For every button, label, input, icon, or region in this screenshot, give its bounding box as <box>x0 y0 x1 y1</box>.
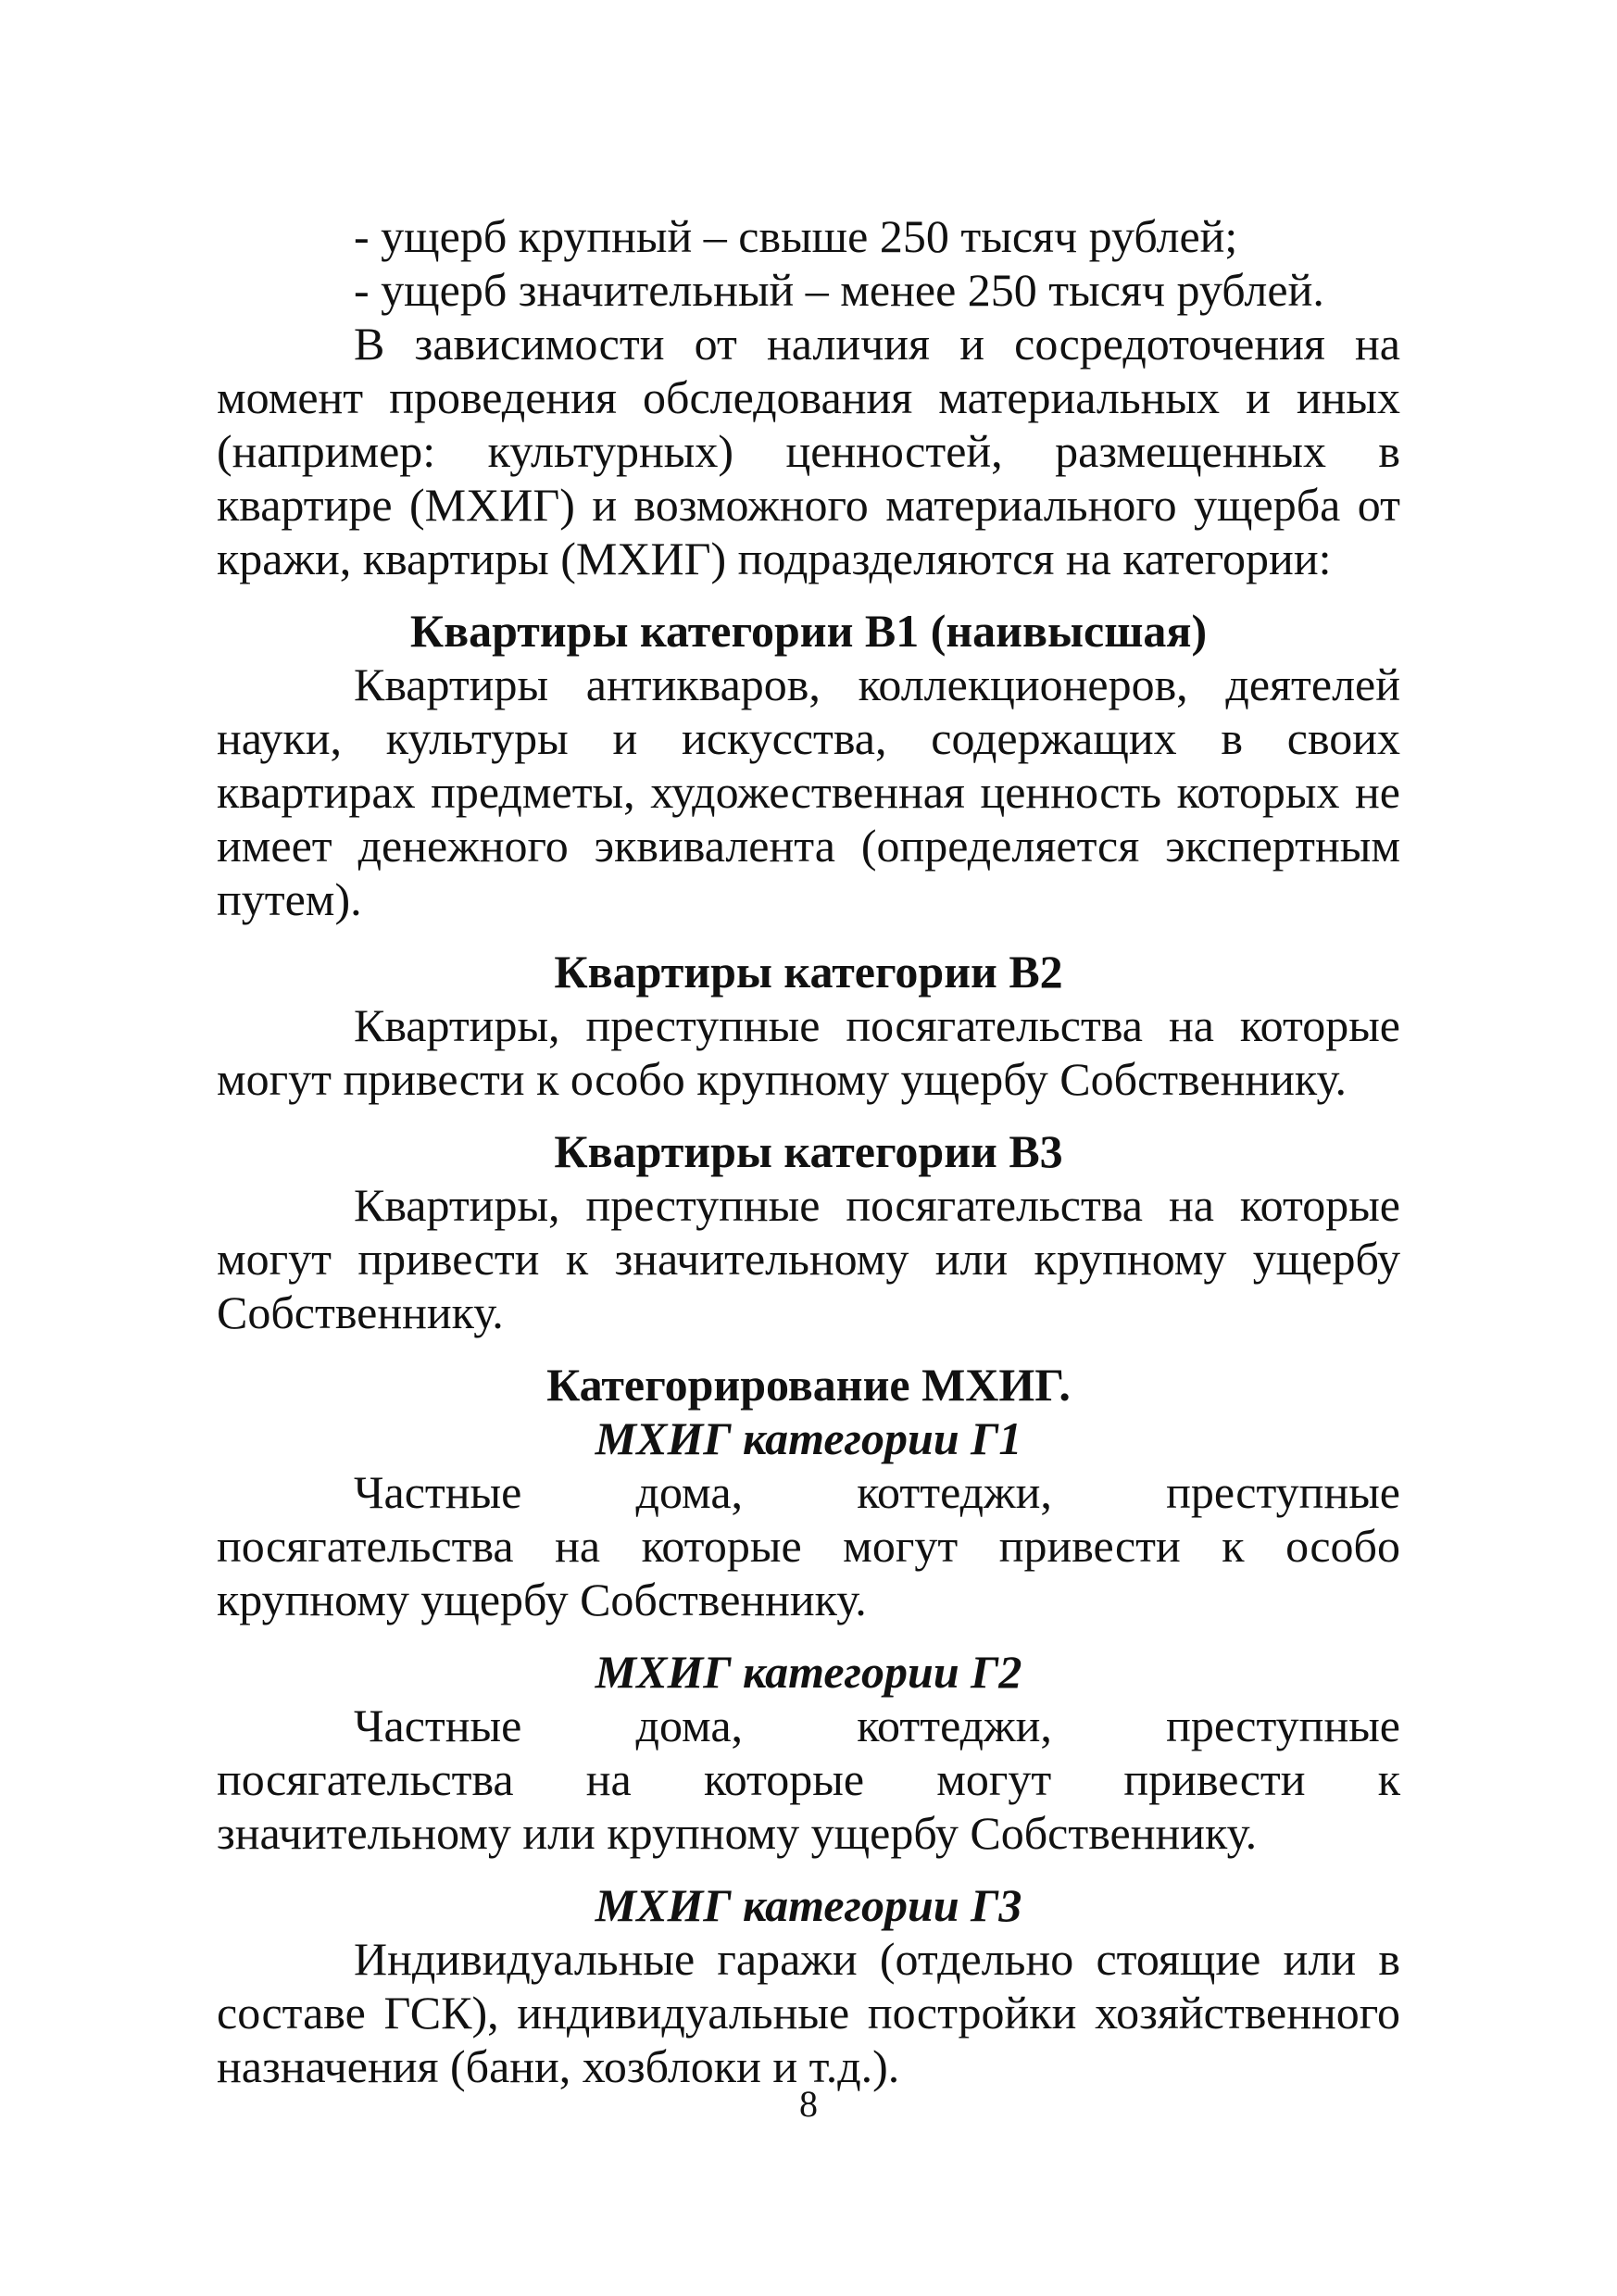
heading-mhig-g2: МХИГ категории Г2 <box>595 1646 1022 1698</box>
intro-paragraph: В зависимости от наличия и сосредоточения на момент проведения обследования материальных и иных (например: культурных) ценностей, размещенных в квартире (МХИГ) и возможного материального ущерба от кражи, квартиры (МХИГ) подразделяются на категории: <box>217 318 1400 584</box>
heading-category-v2: Квартиры категории В2 <box>554 946 1063 997</box>
bullet-major-damage: - ущерб крупный – свыше 250 тысяч рублей; <box>354 210 1238 262</box>
text-mhig-g2: Частные дома, коттеджи, преступные посягательства на которые могут привести к значительному или крупному ущербу Собственнику. <box>217 1700 1400 1859</box>
text-mhig-g1: Частные дома, коттеджи, преступные посягательства на которые могут привести к особо крупному ущербу Собственнику. <box>217 1466 1400 1625</box>
heading-mhig-categorization: Категорирование МХИГ. <box>546 1359 1071 1411</box>
heading-mhig-g1: МХИГ категории Г1 <box>595 1412 1022 1464</box>
text-mhig-g3: Индивидуальные гаражи (отдельно стоящие или в составе ГСК), индивидуальные постройки хозяйственного назначения (бани, хозблоки и т.д.). <box>217 1933 1400 2092</box>
text-category-v2: Квартиры, преступные посягательства на которые могут привести к особо крупному ущербу Собственнику. <box>217 999 1400 1105</box>
bullet-significant-damage: - ущерб значительный – менее 250 тысяч рублей. <box>354 264 1324 316</box>
page-number: 8 <box>799 2083 818 2125</box>
heading-mhig-g3: МХИГ категории Г3 <box>595 1879 1022 1931</box>
text-category-v1: Квартиры антикваров, коллекционеров, деятелей науки, культуры и искусства, содержащих в своих квартирах предметы, художественная ценность которых не имеет денежного эквивалента (определяется экспертным путем). <box>217 659 1400 925</box>
heading-category-v1: Квартиры категории В1 (наивысшая) <box>409 605 1208 657</box>
page-content <box>217 209 1400 2093</box>
heading-category-v3: Квартиры категории В3 <box>554 1125 1063 1177</box>
text-category-v3: Квартиры, преступные посягательства на которые могут привести к значительному или крупному ущербу Собственнику. <box>217 1179 1400 1338</box>
